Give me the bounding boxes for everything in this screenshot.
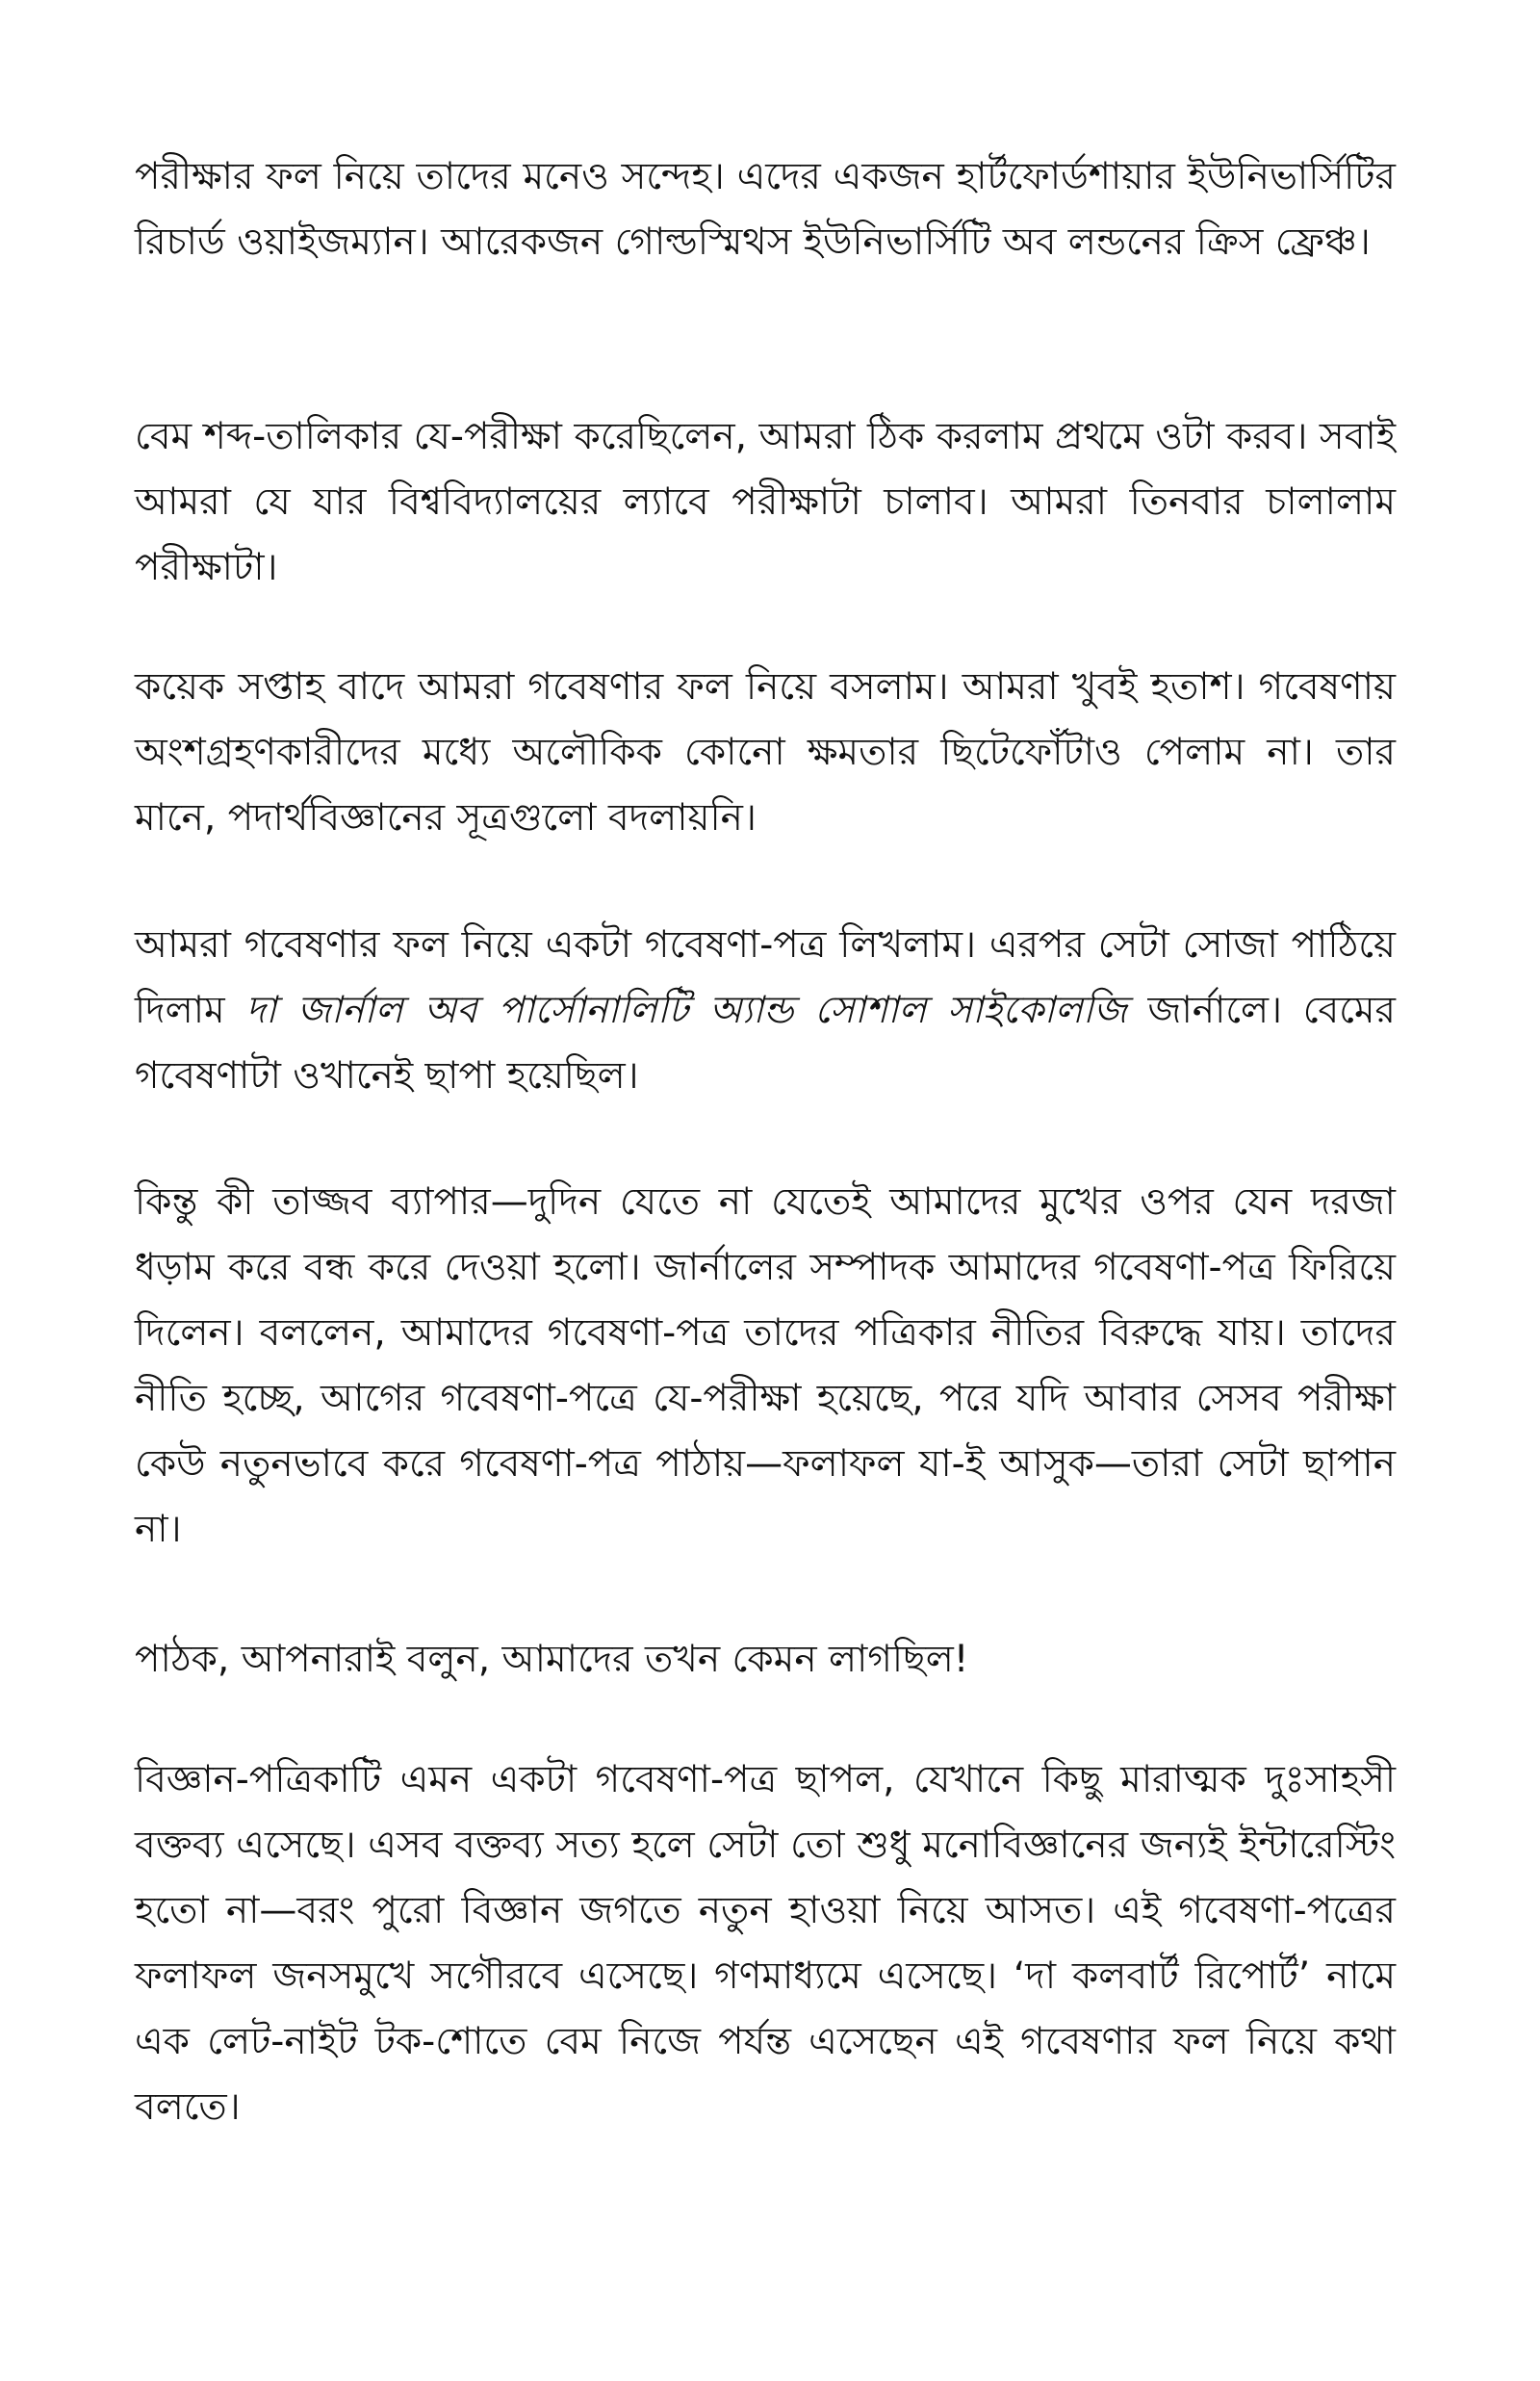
paragraph-4-ending-text: জার্নালে। বেমের গবেষণাটা ওখানেই ছাপা হয়েছিল। xyxy=(135,989,1396,1098)
paragraph-3: কয়েক সপ্তাহ বাদে আমরা গবেষণার ফল নিয়ে বসলাম। আমরা খুবই হতাশ। গবেষণায় অংশগ্রহণকারীদের মধ্যে অলৌকিক কোনো ক্ষমতার ছিটেফোঁটাও পেলাম না। তার মানে, পদার্থবিজ্ঞানের সূত্রগুলো বদলায়নি। xyxy=(135,665,1396,840)
paragraph-2: বেম শব্দ-তালিকার যে-পরীক্ষা করেছিলেন, আমরা ঠিক করলাম প্রথমে ওটা করব। সবাই আমরা যে যার বিশ্ববিদ্যালয়ের ল্যাবে পরীক্ষাটা চালাব। আমরা তিনবার চালালাম পরীক্ষাটা। xyxy=(135,415,1396,589)
paragraph-1: পরীক্ষার ফল নিয়ে তাদের মনেও সন্দেহ। এদের একজন হার্টফোর্ডশায়ার ইউনিভার্সিটির রিচার্ড ওয়াইজম্যান। আরেকজন গোল্ডস্মিথস ইউনিভার্সিটি অব লন্ডনের ক্রিস ফ্রেঞ্চ। xyxy=(135,155,1396,264)
paragraph-4 xyxy=(135,913,1396,1109)
paragraph-6: পাঠক, আপনারাই বলুন, আমাদের তখন কেমন লাগছিল! xyxy=(135,1638,969,1681)
journal-title: দা জার্নাল অব পার্সোনালিটি অ্যান্ড সোশাল সাইকোলজি xyxy=(245,989,1127,1032)
paragraph-7: বিজ্ঞান-পত্রিকাটি এমন একটা গবেষণা-পত্র ছাপল, যেখানে কিছু মারাত্মক দুঃসাহসী বক্তব্য এসেছে। এসব বক্তব্য সত্য হলে সেটা তো শুধু মনোবিজ্ঞানের জন্যই ইন্টারেস্টিং হতো না—বরং পুরো বিজ্ঞান জগতে নতুন হাওয়া নিয়ে আসত। এই গবেষণা-পত্রের ফলাফল জনসমুখে সগৌরবে এসেছে। গণমাধ্যমে এসেছে। ‘দা কলবার্ট রিপোর্ট’ নামে এক লেট-নাইট টক-শোতে বেম নিজে পর্যন্ত এসেছেন এই গবেষণার ফল নিয়ে কথা বলতে। xyxy=(135,1758,1396,2129)
paragraph-4-intro-text: আমরা গবেষণার ফল নিয়ে একটা গবেষণা-পত্র লিখলাম। এরপর সেটা সোজা পাঠিয়ে দিলাম xyxy=(135,923,1396,1032)
paragraph-5: কিন্তু কী তাজ্জব ব্যাপার—দুদিন যেতে না যেতেই আমাদের মুখের ওপর যেন দরজা ধড়াম করে বন্ধ করে দেওয়া হলো। জার্নালের সম্পাদক আমাদের গবেষণা-পত্র ফিরিয়ে দিলেন। বললেন, আমাদের গবেষণা-পত্র তাদের পত্রিকার নীতির বিরুদ্ধে যায়। তাদের নীতি হচ্ছে, আগের গবেষণা-পত্রে যে-পরীক্ষা হয়েছে, পরে যদি আবার সেসব পরীক্ষা কেউ নতুনভাবে করে গবেষণা-পত্র পাঠায়—ফলাফল যা-ই আসুক—তারা সেটা ছাপান না। xyxy=(135,1180,1396,1551)
